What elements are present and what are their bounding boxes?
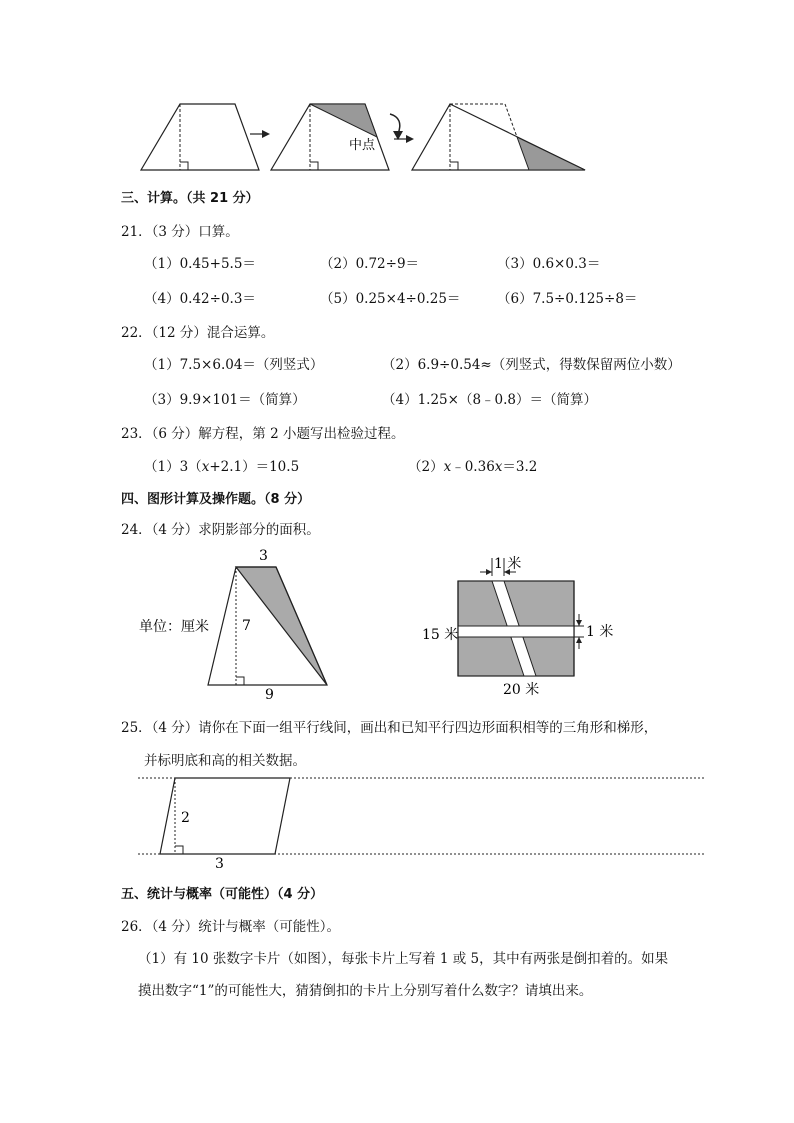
midpoint-label: 中点 xyxy=(349,138,376,153)
q21-item: （2）0.72÷9＝ xyxy=(320,256,420,272)
base-label: 3 xyxy=(215,856,224,872)
q21-stem: 21．（3 分）口算。 xyxy=(121,224,239,240)
q22-item: （2）6.9÷0.54≈（列竖式，得数保留两位小数） xyxy=(382,357,681,373)
height-label: 7 xyxy=(242,618,251,634)
q23-item-2-post: ＝3.2 xyxy=(502,459,538,475)
parallelogram xyxy=(160,778,290,854)
top-label: 3 xyxy=(259,548,268,564)
shaded-triangle-1 xyxy=(310,104,377,137)
q23-item-1-post: +2.1）＝10.5 xyxy=(209,459,300,475)
q24-stem: 24．（4 分）求阴影部分的面积。 xyxy=(121,522,320,538)
road-width-top-label: 1 米 xyxy=(494,556,522,572)
q21-item: （3）0.6×0.3＝ xyxy=(497,256,601,272)
section4-heading: 四、图形计算及操作题。（8 分） xyxy=(121,492,311,507)
base-label: 9 xyxy=(265,687,274,703)
arrow-1-head xyxy=(262,130,270,138)
right-angle-3 xyxy=(450,162,458,170)
right-angle-2 xyxy=(310,162,318,170)
q23-item-2 xyxy=(408,455,537,475)
unit-label: 单位：厘米 xyxy=(139,619,209,635)
q22-item: （3）9.9×101＝（简算） xyxy=(144,392,306,408)
arrow-2-head xyxy=(406,135,414,143)
q23-stem: 23．（6 分）解方程，第 2 小题写出检验过程。 xyxy=(121,426,405,442)
q23-item-2-mid: ﹣0.36 xyxy=(451,459,495,475)
q22-item: （1）7.5×6.04＝（列竖式） xyxy=(144,357,324,373)
trapezoid-1 xyxy=(141,104,259,170)
road-width-side-label: 1 米 xyxy=(586,624,614,640)
q23-item-1-var: x xyxy=(201,459,210,475)
section5-heading: 五、统计与概率（可能性）（4 分） xyxy=(121,887,324,902)
q23-item-2-var2: x xyxy=(494,459,503,475)
q23-item-1-pre: （1）3（ xyxy=(144,459,202,475)
q23-item-2-var1: x xyxy=(443,459,452,475)
q21-item: （1）0.45+5.5＝ xyxy=(144,256,256,272)
side-arrowhead-top xyxy=(576,620,582,626)
q22-item: （4）1.25×（8﹣0.8）＝（简算） xyxy=(382,392,598,408)
right-angle xyxy=(236,677,244,685)
q25-stem-line2: 并标明底和高的相关数据。 xyxy=(144,753,306,769)
shaded-triangle-2 xyxy=(517,137,585,170)
side-length-label: 15 米 xyxy=(422,627,459,643)
section3-heading: 三、计算。（共 21 分） xyxy=(121,191,259,206)
dim-arrowhead-left xyxy=(486,569,492,575)
q24-triangle-figure xyxy=(132,548,357,703)
q21-item: （5）0.25×4÷0.25＝ xyxy=(320,291,461,307)
side-arrowhead-bottom xyxy=(576,637,582,643)
q24-road-figure xyxy=(418,552,614,700)
q26-stem: 26．（4 分）统计与概率（可能性）。 xyxy=(121,919,341,935)
q25-parallel-lines-figure xyxy=(135,770,710,875)
right-angle-1 xyxy=(180,162,188,170)
right-angle xyxy=(175,846,183,854)
bottom-length-label: 20 米 xyxy=(503,682,540,698)
q23-item-2-pre: （2） xyxy=(408,459,444,475)
trapezoid-transform-figure xyxy=(138,100,593,175)
q23-item-1 xyxy=(144,455,299,475)
q26-sub1-line1: （1）有 10 张数字卡片（如图），每张卡片上写着 1 或 5，其中有两张是倒扣着的。如果 xyxy=(138,951,669,967)
height-label: 2 xyxy=(181,810,190,826)
q22-stem: 22．（12 分）混合运算。 xyxy=(121,325,275,341)
q26-sub1-line2: 摸出数字“1”的可能性大，猜猜倒扣的卡片上分别写着什么数字？请填出来。 xyxy=(138,983,593,999)
horizontal-road xyxy=(458,626,574,637)
q21-item: （6）7.5÷0.125÷8＝ xyxy=(497,291,638,307)
q25-stem-line1: 25．（4 分）请你在下面一组平行线间，画出和已知平行四边形面积相等的三角形和梯形， xyxy=(121,720,658,736)
q21-item: （4）0.42÷0.3＝ xyxy=(144,291,256,307)
